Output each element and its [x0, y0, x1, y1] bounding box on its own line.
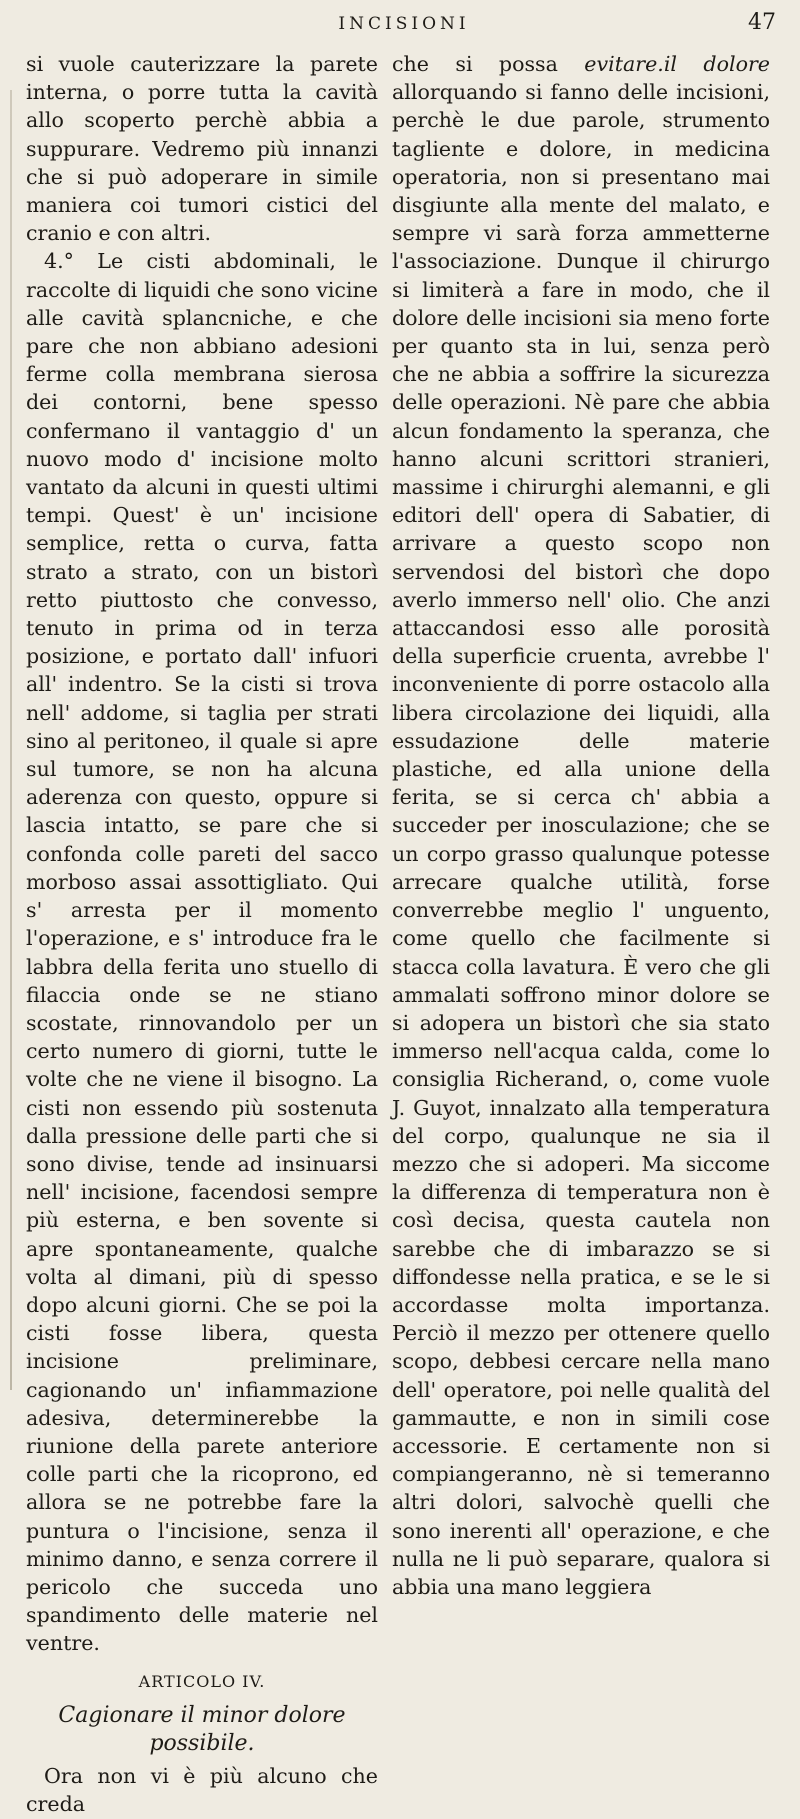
paragraph	[392, 50, 770, 1601]
binding-gutter	[10, 90, 12, 1390]
paragraph-start: che si possa	[392, 52, 585, 76]
article-title: Cagionare il minor dolore possibile.	[58, 1702, 346, 1756]
page-header	[28, 12, 780, 44]
right-column	[392, 50, 770, 1601]
paragraph-body: allorquando si fanno delle incisioni, perchè le due parole, strumento tagliente e dolore, in medicina operatoria, non si presentano mai disgiunte alla mente del malato, e sempre vi sarà forza ammetterne l'associazione. Dunque il chirurgo si limiterà a fare in modo, che il dolore delle incisioni sia meno forte per quanto sta in lui, senza però che ne abbia a soffrire la sicurezza delle operazioni. Nè pare che abbia alcun fondamento la speranza, che hanno alcuni scrittori stranieri, massime i chirurghi alemanni, e gli editori dell' opera di Sabatier, di arrivare a questo scopo non servendosi del bistorì che dopo averlo immerso nell' olio. Che anzi attaccandosi esso alle porosità della superficie cruenta, avrebbe l' inconveniente di porre ostacolo alla libera circolazione dei liquidi, alla essudazione delle materie plastiche, ed alla unione della ferita, se si cerca ch' abbia a succeder per inosculazione; che se un corpo grasso qualunque potesse arrecare qualche utilità, forse converrebbe meglio l' unguento, come quello che facilmente si stacca colla lavatura. È vero che gli ammalati soffrono minor dolore se si adopera un bistorì che sia stato immerso nell'acqua calda, come lo consiglia Richerand, o, come vuole J. Guyot, innalzato alla temperatura del corpo, qualunque ne sia il mezzo che si adoperi. Ma siccome la differenza di temperatura non è così decisa, questa cautela non sarebbe che di imbarazzo se si diffondesse nella pratica, e se le si accordasse molta importanza. Perciò il mezzo per ottenere quello scopo, debbesi cercare nella mano dell' operatore, poi nelle qualità del gammautte, e non in simili cose accessorie. E certamente non si compiangeranno, nè si temeranno altri dolori, salvochè quelli che sono inerenti all' operazione, e che nulla ne li può separare, qualora si abbia una mano leggiera	[392, 80, 770, 1599]
running-head: INCISIONI	[338, 14, 470, 34]
italic-phrase: evitare.il dolore	[584, 52, 770, 76]
paragraph: si vuole cauterizzare la parete interna, o porre tutta la cavità allo scoperto perchè abbia a suppurare. Vedremo più innanzi che si può adoperare in simile maniera coi tumori cistici del cranio e con altri.	[26, 52, 378, 246]
page-number: 47	[748, 10, 776, 35]
article-label: ARTICOLO IV.	[138, 1671, 266, 1691]
paragraph: 4.° Le cisti abdominali, le raccolte di liquidi che sono vicine alle cavità splancniche, e che pare che non abbiano adesioni ferme colla membrana sierosa dei contorni, bene spesso confermano il vantaggio d' un nuovo modo d' incisione molto vantato da alcuni in questi ultimi tempi. Quest' è un' incisione semplice, retta o curva, fatta strato a strato, con un bistorì retto piuttosto che convesso, tenuto in prima od in terza posizione, e portato dall' infuori all' indentro. Se la cisti si trova nell' addome, si taglia per strati sino al peritoneo, il quale si apre sul tumore, se non ha alcuna aderenza con questo, oppure si lascia intatto, se pare che si confonda colle pareti del sacco morboso assai assottigliato. Qui s' arresta per il momento l'operazione, e s' introduce fra le labbra della ferita uno stuello di filaccia onde se ne stiano scostate, rinnovandolo per un certo numero di giorni, tutte le volte che ne viene il bisogno. La cisti non essendo più sostenuta dalla pressione delle parti che si sono divise, tende ad insinuarsi nell' incisione, facendosi sempre più esterna, e ben sovente si apre spontaneamente, qualche volta al dimani, più di spesso dopo alcuni giorni. Che se poi la cisti fosse libera, questa incisione preliminare, cagionando un' infiammazione adesiva, determinerebbe la riunione della parete anteriore colle parti che la ricoprono, ed allora se ne potrebbe fare la puntura o l'incisione, senza il minimo danno, e senza correre il pericolo che succeda uno spandimento delle materie nel ventre.	[26, 249, 378, 1656]
left-column	[26, 50, 378, 1819]
paragraph: Ora non vi è più alcuno che creda	[26, 1764, 378, 1817]
